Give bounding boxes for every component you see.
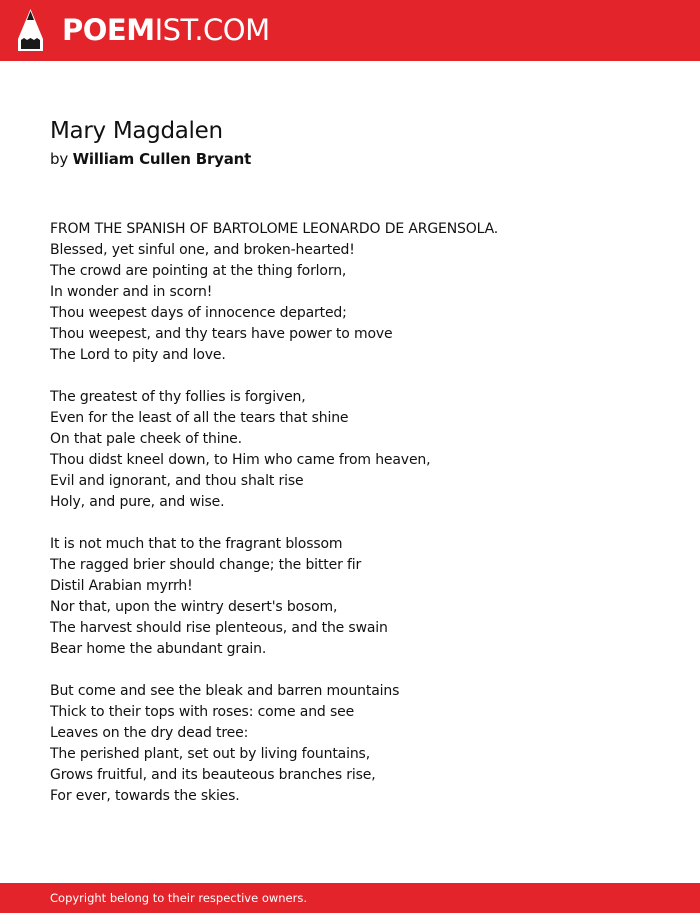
poem-line: Grows fruitful, and its beauteous branches rise,	[50, 767, 376, 783]
stanza	[50, 387, 498, 513]
poem-line: For ever, towards the skies.	[50, 788, 240, 804]
poem-line: Thick to their tops with roses: come and see	[50, 704, 355, 720]
site-logo[interactable]	[62, 13, 270, 47]
poem-line: FROM THE SPANISH OF BARTOLOME LEONARDO DE ARGENSOLA.	[50, 221, 499, 237]
poem-line: The greatest of thy follies is forgiven,	[50, 389, 306, 405]
poem-line: The harvest should rise plenteous, and the swain	[50, 620, 388, 636]
poem-byline	[50, 149, 251, 169]
poem-line: Even for the least of all the tears that shine	[50, 410, 349, 426]
site-header	[0, 0, 700, 61]
poem-line: But come and see the bleak and barren mountains	[50, 683, 400, 699]
poem-line: Leaves on the dry dead tree:	[50, 725, 249, 741]
poem-line: The perished plant, set out by living fountains,	[50, 746, 370, 762]
poem-line: The crowd are pointing at the thing forlorn,	[50, 263, 347, 279]
poem-line: Thou weepest, and thy tears have power to move	[50, 326, 393, 342]
poem-line: It is not much that to the fragrant blossom	[50, 536, 343, 552]
poem-line: In wonder and in scorn!	[50, 284, 213, 300]
poem-line: Evil and ignorant, and thou shalt rise	[50, 473, 304, 489]
byline-prefix: by	[50, 150, 68, 168]
poem-line: Nor that, upon the wintry desert's bosom,	[50, 599, 338, 615]
poem-line: The Lord to pity and love.	[50, 347, 226, 363]
logo-light-text: IST.COM	[154, 13, 270, 47]
poem-line: Blessed, yet sinful one, and broken-hearted!	[50, 242, 355, 258]
poem-line: The ragged brier should change; the bitter fir	[50, 557, 362, 573]
poem-line: Holy, and pure, and wise.	[50, 494, 225, 510]
poem-author: William Cullen Bryant	[72, 150, 252, 168]
pencil-icon	[18, 9, 43, 51]
poem-line: Bear home the abundant grain.	[50, 641, 267, 657]
stanza	[50, 219, 498, 366]
poem-line: On that pale cheek of thine.	[50, 431, 242, 447]
logo-bold-text: POEM	[62, 13, 155, 47]
site-footer	[0, 883, 700, 913]
poem-line: Thou weepest days of innocence departed;	[50, 305, 347, 321]
copyright-text: Copyright belong to their respective owners.	[50, 891, 308, 905]
poem-title: Mary Magdalen	[50, 118, 223, 144]
stanza	[50, 534, 498, 660]
poem-body	[50, 219, 498, 828]
stanza	[50, 681, 498, 807]
poem-line: Distil Arabian myrrh!	[50, 578, 193, 594]
poem-line: Thou didst kneel down, to Him who came from heaven,	[50, 452, 431, 468]
